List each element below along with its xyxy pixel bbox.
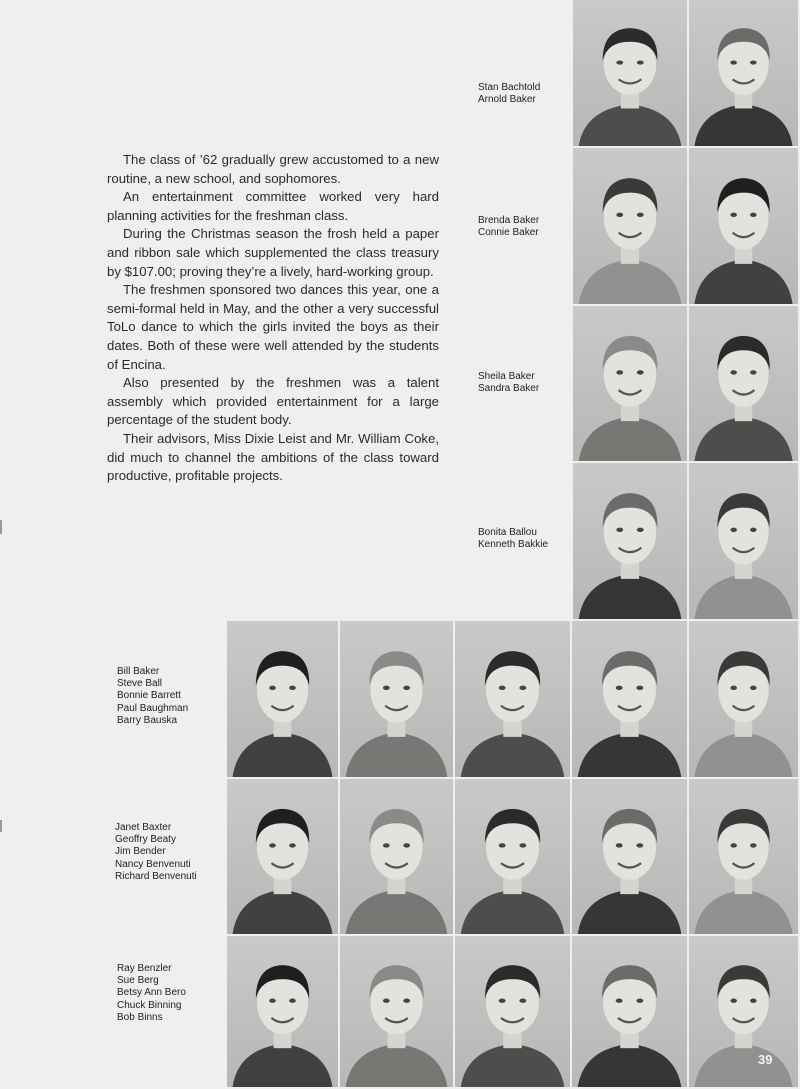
- page-edge-mark: [0, 520, 2, 534]
- student-name: Jim Bender: [115, 846, 166, 858]
- student-portrait: [689, 463, 800, 621]
- intro-paragraph: The freshmen sponsored two dances this year, one a semi-formal held in May, and the other a very successful ToLo dance to which the girls invited the boys as their dates. Both of these were well attended by the students of Encina.: [107, 282, 439, 372]
- student-portrait: [340, 936, 455, 1089]
- student-portrait: [689, 936, 800, 1089]
- student-name: Sheila Baker: [478, 371, 535, 382]
- student-name: Nancy Benvenuti: [115, 858, 191, 870]
- student-portrait: [573, 463, 689, 621]
- student-portrait: [227, 621, 340, 779]
- portrait-silhouette: [573, 306, 687, 461]
- student-name: Geoffry Beaty: [115, 834, 176, 846]
- page-number: 39: [758, 1052, 773, 1067]
- student-portrait: [227, 779, 340, 936]
- caption-right-2: [478, 215, 539, 239]
- student-portrait: [689, 306, 800, 463]
- portrait-silhouette: [455, 779, 570, 934]
- caption-row-1: [117, 666, 188, 727]
- portrait-silhouette: [340, 779, 453, 934]
- student-name: Bill Baker: [117, 666, 160, 677]
- intro-paragraph: Also presented by the freshmen was a talent assembly which provided entertainment for a large percentage of the student body.: [107, 375, 439, 428]
- intro-paragraph: During the Christmas season the frosh held a paper and ribbon sale which supplemented the class treasury by $107.00; proving they’re a lively, hard-working group.: [107, 226, 439, 279]
- portrait-silhouette: [227, 936, 338, 1087]
- portrait-silhouette: [689, 148, 798, 304]
- student-portrait: [573, 306, 689, 463]
- portrait-silhouette: [689, 936, 798, 1087]
- portrait-silhouette: [455, 621, 570, 777]
- student-portrait: [689, 0, 800, 148]
- student-name: Kenneth Bakkie: [478, 539, 549, 551]
- intro-paragraph: An entertainment committee worked very hard planning activities for the freshman class.: [107, 189, 439, 223]
- student-portrait: [573, 148, 689, 306]
- caption-row-2: [115, 822, 197, 883]
- portrait-silhouette: [573, 148, 687, 304]
- portrait-silhouette: [689, 306, 798, 461]
- portrait-silhouette: [227, 779, 338, 934]
- student-portrait: [572, 621, 689, 779]
- portrait-silhouette: [689, 779, 798, 934]
- student-portrait: [455, 936, 572, 1089]
- student-name: Steve Ball: [117, 678, 163, 690]
- student-portrait: [227, 936, 340, 1089]
- student-name: Sandra Baker: [478, 383, 540, 395]
- student-name: Betsy Ann Bero: [117, 987, 186, 999]
- student-name: Stan Bachtold: [478, 82, 541, 93]
- student-name: Bob Binns: [117, 1011, 163, 1023]
- intro-text: [107, 151, 439, 486]
- caption-right-4: [478, 527, 548, 551]
- student-name: Richard Benvenuti: [115, 870, 197, 882]
- portrait-silhouette: [340, 936, 453, 1087]
- portrait-silhouette: [340, 621, 453, 777]
- student-portrait: [340, 779, 455, 936]
- student-name: Ray Benzler: [117, 963, 172, 974]
- portrait-silhouette: [572, 779, 687, 934]
- student-name: Barry Bauska: [117, 714, 178, 726]
- portrait-silhouette: [573, 463, 687, 619]
- student-name: Brenda Baker: [478, 215, 540, 226]
- student-name: Connie Baker: [478, 227, 539, 239]
- caption-row-3: [117, 963, 186, 1024]
- student-name: Paul Baughman: [117, 702, 189, 714]
- intro-paragraph: Their advisors, Miss Dixie Leist and Mr. William Coke, did much to channel the ambitions of the class toward productive, profitable projects.: [107, 430, 439, 484]
- student-portrait: [572, 936, 689, 1089]
- student-portrait: [573, 0, 689, 148]
- student-portrait: [455, 779, 572, 936]
- student-name: Bonnie Barrett: [117, 690, 181, 702]
- student-portrait: [689, 621, 800, 779]
- student-portrait: [689, 148, 800, 306]
- portrait-silhouette: [689, 621, 798, 777]
- portrait-silhouette: [227, 621, 338, 777]
- student-portrait: [455, 621, 572, 779]
- portrait-silhouette: [572, 621, 687, 777]
- portrait-silhouette: [689, 0, 798, 146]
- page-edge-mark: [0, 820, 2, 832]
- student-portrait: [689, 779, 800, 936]
- student-name: Janet Baxter: [115, 822, 172, 833]
- student-name: Bonita Ballou: [478, 527, 537, 538]
- caption-right-1: [478, 82, 540, 106]
- portrait-silhouette: [572, 936, 687, 1087]
- caption-right-3: [478, 371, 539, 395]
- student-portrait: [340, 621, 455, 779]
- student-name: Sue Berg: [117, 975, 159, 987]
- intro-paragraph: The class of ’62 gradually grew accustomed to a new routine, a new school, and sophomores.: [107, 152, 439, 186]
- student-name: Chuck Binning: [117, 999, 182, 1011]
- portrait-silhouette: [455, 936, 570, 1087]
- portrait-silhouette: [689, 463, 798, 619]
- student-name: Arnold Baker: [478, 94, 536, 106]
- student-portrait: [572, 779, 689, 936]
- portrait-silhouette: [573, 0, 687, 146]
